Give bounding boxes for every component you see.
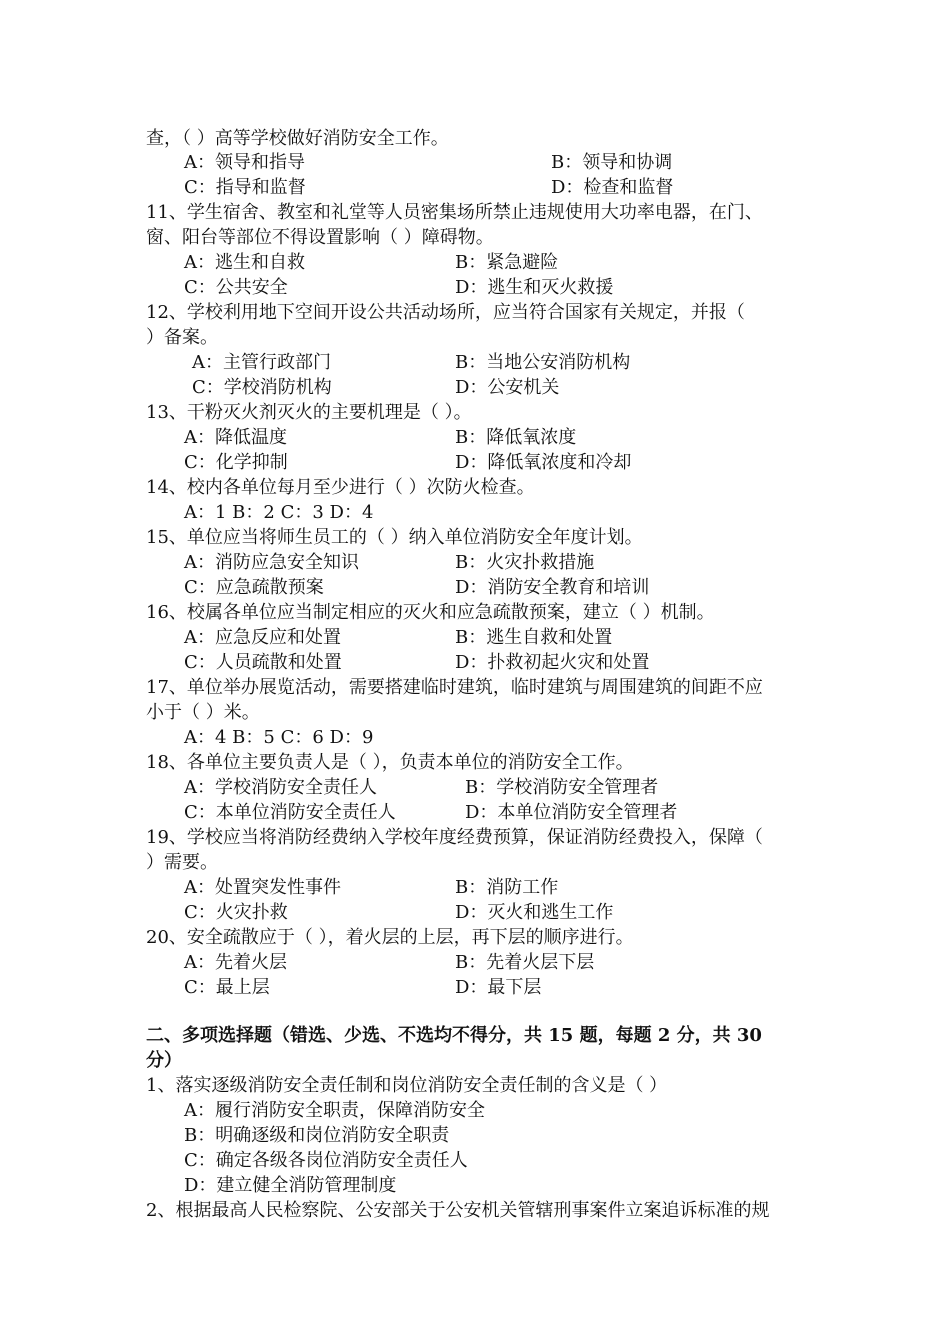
- question-11-option-a: A：逃生和自救: [184, 252, 305, 273]
- question-11-option-d: D：逃生和灭火救援: [455, 277, 614, 298]
- question-11-stem-line1: 11、学生宿舍、教室和礼堂等人员密集场所禁止违规使用大功率电器，在门、: [146, 202, 763, 223]
- question-10-option-c: C：指导和监督: [184, 177, 306, 198]
- question-15-option-c: C：应急疏散预案: [184, 577, 324, 598]
- question-19-option-d: D：灭火和逃生工作: [455, 902, 614, 923]
- question-18-option-a: A：学校消防安全责任人: [184, 777, 377, 798]
- question-10-option-a: A：领导和指导: [184, 152, 305, 173]
- multi-question-1-option-c: C：确定各级各岗位消防安全责任人: [184, 1150, 468, 1171]
- question-12-option-c: C：学校消防机构: [192, 377, 332, 398]
- question-20-option-a: A：先着火层: [184, 952, 287, 973]
- question-20-option-d: D：最下层: [455, 977, 542, 998]
- question-20-option-c: C：最上层: [184, 977, 270, 998]
- question-12-option-d: D：公安机关: [455, 377, 560, 398]
- question-10-stem-tail: 查，（ ）高等学校做好消防安全工作。: [146, 128, 449, 149]
- multi-question-1-stem: 1、落实逐级消防安全责任制和岗位消防安全责任制的含义是（ ）: [146, 1075, 668, 1096]
- question-11-stem-line2: 窗、阳台等部位不得设置影响（ ）障碍物。: [146, 227, 494, 248]
- question-14-options: A：1 B：2 C：3 D：4: [184, 502, 374, 523]
- question-19-stem-line2: ）需要。: [146, 852, 218, 873]
- question-13-option-b: B：降低氧浓度: [455, 427, 577, 448]
- question-14-stem: 14、校内各单位每月至少进行（ ）次防火检查。: [146, 477, 535, 498]
- question-15-option-a: A：消防应急安全知识: [184, 552, 359, 573]
- question-16-option-a: A：应急反应和处置: [184, 627, 341, 648]
- question-10-option-d: D：检查和监督: [551, 177, 674, 198]
- multi-question-1-option-b: B：明确逐级和岗位消防安全职责: [184, 1125, 450, 1146]
- question-13-option-c: C：化学抑制: [184, 452, 288, 473]
- question-19-option-c: C：火灾扑救: [184, 902, 288, 923]
- question-11-option-c: C：公共安全: [184, 277, 288, 298]
- question-16-option-b: B：逃生自救和处置: [455, 627, 613, 648]
- question-13-option-d: D：降低氧浓度和冷却: [455, 452, 632, 473]
- multi-question-1-option-a: A：履行消防安全职责，保障消防安全: [184, 1100, 485, 1121]
- question-15-option-d: D：消防安全教育和培训: [455, 577, 650, 598]
- question-18-stem: 18、各单位主要负责人是（ ），负责本单位的消防安全工作。: [146, 752, 634, 773]
- question-16-option-c: C：人员疏散和处置: [184, 652, 342, 673]
- question-17-stem-line2: 小于（ ）米。: [146, 702, 260, 723]
- question-10-option-b: B：领导和协调: [551, 152, 673, 173]
- question-12-option-b: B：当地公安消防机构: [455, 352, 631, 373]
- section-2-heading-line2: 分）: [146, 1050, 182, 1071]
- multi-question-2-stem: 2、根据最高人民检察院、公安部关于公安机关管辖刑事案件立案追诉标准的规: [146, 1200, 770, 1221]
- question-12-stem-line2: ）备案。: [146, 327, 218, 348]
- question-17-stem-line1: 17、单位举办展览活动，需要搭建临时建筑，临时建筑与周围建筑的间距不应: [146, 677, 763, 698]
- question-15-option-b: B：火灾扑救措施: [455, 552, 595, 573]
- question-18-option-d: D：本单位消防安全管理者: [465, 802, 678, 823]
- question-18-option-b: B：学校消防安全管理者: [465, 777, 659, 798]
- question-16-option-d: D：扑救初起火灾和处置: [455, 652, 650, 673]
- question-18-option-c: C：本单位消防安全责任人: [184, 802, 396, 823]
- question-19-option-b: B：消防工作: [455, 877, 559, 898]
- question-12-option-a: A：主管行政部门: [192, 352, 331, 373]
- question-15-stem: 15、单位应当将师生员工的（ ）纳入单位消防安全年度计划。: [146, 527, 643, 548]
- question-13-option-a: A：降低温度: [184, 427, 287, 448]
- question-19-stem-line1: 19、学校应当将消防经费纳入学校年度经费预算，保证消防经费投入，保障（: [146, 827, 763, 848]
- section-2-heading-line1: 二、多项选择题（错选、少选、不选均不得分，共 15 题，每题 2 分，共 30: [146, 1025, 762, 1046]
- question-20-stem: 20、安全疏散应于（ ），着火层的上层，再下层的顺序进行。: [146, 927, 634, 948]
- question-16-stem: 16、校属各单位应当制定相应的灭火和应急疏散预案，建立（ ）机制。: [146, 602, 715, 623]
- multi-question-1-option-d: D：建立健全消防管理制度: [184, 1175, 397, 1196]
- question-20-option-b: B：先着火层下层: [455, 952, 595, 973]
- question-17-options: A：4 B：5 C：6 D：9: [184, 727, 374, 748]
- question-13-stem: 13、干粉灭火剂灭火的主要机理是（ ）。: [146, 402, 472, 423]
- question-19-option-a: A：处置突发性事件: [184, 877, 341, 898]
- question-11-option-b: B：紧急避险: [455, 252, 559, 273]
- question-12-stem-line1: 12、学校利用地下空间开设公共活动场所，应当符合国家有关规定，并报（: [146, 302, 745, 323]
